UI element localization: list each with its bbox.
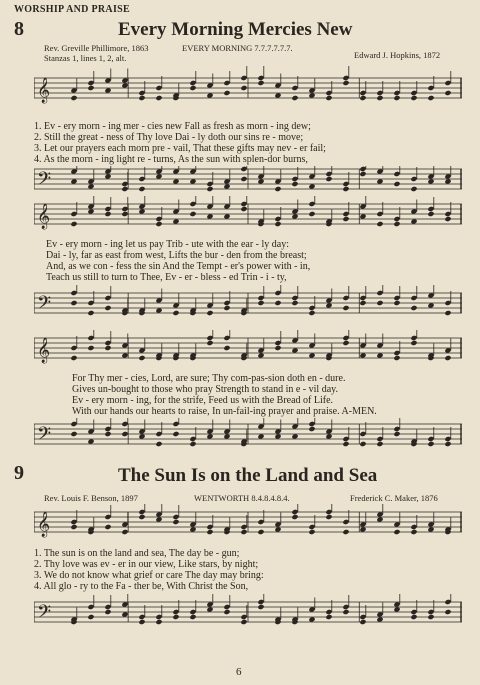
music-staff-treble (34, 62, 462, 118)
verse-block (34, 548, 264, 592)
hymn-title: The Sun Is on the Land and Sea (118, 465, 378, 486)
lyric-line: 1. Ev - ery morn - ing mer - cies new Fall as fresh as morn - ing dew; (34, 121, 311, 132)
hymn-number: 8 (14, 18, 24, 40)
verse-block (46, 239, 310, 283)
music-staff-bass (34, 594, 462, 634)
music-staff-treble (34, 196, 462, 236)
hymn-tune: WENTWORTH 8.4.8.4.8.4. (194, 493, 290, 503)
svg-text:𝄢: 𝄢 (37, 424, 52, 449)
lyric-line: Teach us still to turn to Thee, Ev - er - bless - ed Trin - i - ty, (46, 272, 287, 283)
svg-text:𝄞: 𝄞 (37, 204, 51, 229)
hymn-number: 9 (14, 462, 24, 484)
hymn-title: Every Morning Mercies New (118, 19, 353, 40)
music-staff-bass (34, 166, 462, 196)
music-staff-treble (34, 504, 462, 544)
lyric-line: Ev - ery morn - ing let us pay Trib - ute with the ear - ly day: (46, 239, 290, 250)
music-staff-treble (34, 330, 462, 370)
lyric-line: 2. Still the great - ness of Thy love Dai - ly doth our sins re - move; (34, 132, 304, 143)
svg-text:𝄞: 𝄞 (37, 78, 51, 103)
svg-text:𝄢: 𝄢 (37, 293, 52, 318)
lyric-line: And, as we con - fess the sin And the Tempt - er's power with - in, (46, 261, 311, 272)
hymn-composer: Edward J. Hopkins, 1872 (354, 50, 441, 60)
lyric-line: For Thy mer - cies, Lord, are sure; Thy com-pas-sion doth en - dure. (72, 373, 346, 384)
lyric-line: 4. As the morn - ing light re - turns, As the sun with splen-dor burns, (34, 154, 308, 165)
lyric-line: Dai - ly, far as east from west, Lifts the bur - den from the breast; (46, 250, 307, 261)
lyric-line: 4. All glo - ry to the Fa - ther be, With Christ the Son, (34, 581, 249, 592)
svg-text:𝄞: 𝄞 (37, 512, 51, 537)
lyric-line: Ev - ery morn - ing, for the strife, Feed us with the Bread of Life. (72, 395, 334, 406)
section-heading: WORSHIP AND PRAISE (14, 4, 130, 15)
page-number: 6 (236, 666, 242, 678)
music-staff-bass (34, 418, 462, 454)
lyric-line: With our hands our hearts to raise, In un-fail-ing prayer and praise. A-MEN. (72, 406, 377, 417)
svg-text:𝄢: 𝄢 (37, 169, 52, 194)
verse-block (34, 121, 326, 165)
svg-text:𝄞: 𝄞 (37, 338, 51, 363)
hymn-author-note: Stanzas 1, lines 1, 2, alt. (44, 53, 127, 63)
hymn-tune: EVERY MORNING 7.7.7.7.7.7. (182, 43, 293, 53)
svg-text:𝄢: 𝄢 (37, 602, 52, 627)
hymn-composer: Frederick C. Maker, 1876 (350, 493, 438, 503)
lyric-line: 3. We do not know what grief or care The day may bring: (34, 570, 264, 581)
hymn-author: Rev. Greville Phillimore, 1863 (44, 43, 149, 53)
verse-block (72, 373, 377, 417)
hymn-author: Rev. Louis F. Benson, 1897 (44, 493, 138, 503)
lyric-line: 3. Let our prayers each morn pre - vail, That these gifts may nev - er fail; (34, 143, 326, 154)
lyric-line: 1. The sun is on the land and sea, The day be - gun; (34, 548, 240, 559)
lyric-line: Gives un-bought to those who pray Strength to stand in e - vil day. (72, 384, 338, 395)
lyric-line: 2. Thy love was ev - er in our view, Like stars, by night; (34, 559, 259, 570)
music-staff-bass (34, 285, 462, 325)
